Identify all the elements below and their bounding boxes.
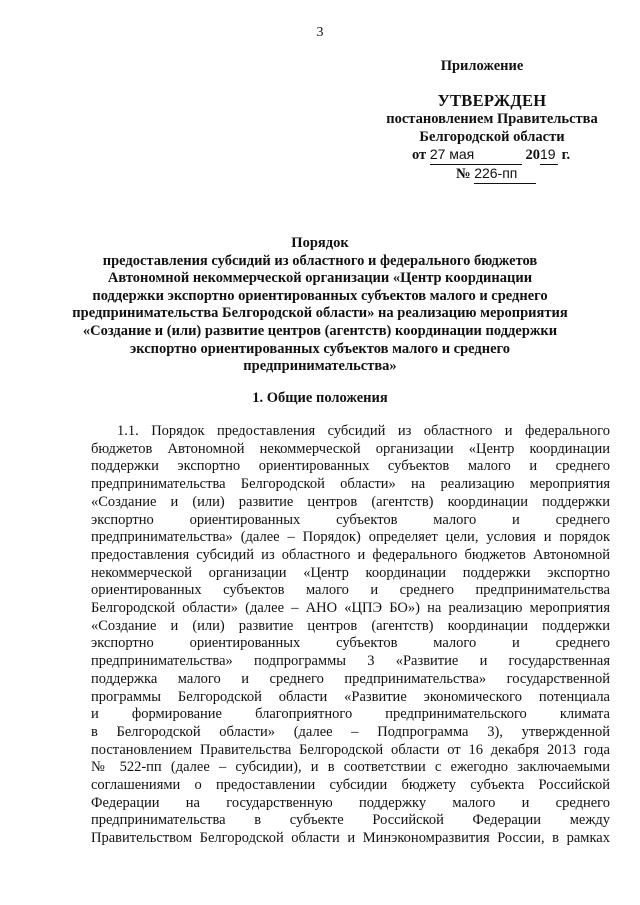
- body-line: бюджетов Автономной некоммерческой организации «Центр координации: [91, 440, 610, 457]
- date-suffix: г.: [561, 147, 571, 164]
- body-line: экспортно ориентированных субъектов малого и среднего: [91, 511, 610, 528]
- number-value: 226-пп: [474, 165, 536, 184]
- body-line: № 522-пп (далее – субсидии), и в соответствии с ежегодно заключаемыми: [91, 759, 610, 776]
- title-line: Порядок: [291, 235, 349, 251]
- approved-label: УТВЕРЖДЕН: [437, 90, 547, 110]
- body-line: и формирование благоприятного предпринимательского климата: [91, 706, 610, 723]
- body-line: Федерации на государственную поддержку малого и среднего: [91, 794, 610, 811]
- body-line: предпринимательства» подпрограммы 3 «Развитие и государственная: [91, 653, 610, 670]
- title-line: предпринимательства»: [243, 358, 397, 375]
- section-heading: 1. Общие положения: [252, 390, 388, 406]
- body-line: программы Белгородской области «Развитие экономического потенциала: [91, 688, 610, 705]
- title-line: предоставления субсидий из областного и федерального бюджетов: [102, 252, 538, 269]
- page-number: 3: [316, 25, 324, 40]
- body-line: Правительством Белгородской области и Минэкономразвития России, в рамках: [91, 830, 610, 847]
- body-line: ориентированных субъектов малого и среднего предпринимательства: [91, 582, 610, 599]
- body-line: «Создание и (или) развитие центров (агентств) координации поддержки: [91, 617, 610, 634]
- body-line: в Белгородской области» (далее – Подпрограмма 3), утвержденной: [91, 723, 610, 740]
- title-line: экспортно ориентированных субъектов малого и среднего: [129, 340, 511, 357]
- date-day-month: 27 мая: [430, 146, 522, 165]
- date-year-prefix: 20: [525, 147, 540, 164]
- body-line: предпринимательства в субъекте Российской Федерации между: [91, 812, 610, 829]
- body-line: Белгородской области» (далее – АНО «ЦПЭ БО») на реализацию мероприятия: [91, 600, 610, 617]
- body-line: поддержка малого и среднего предпринимательства» государственной: [91, 670, 610, 687]
- title-line: поддержки экспортно ориентированных субъектов малого и среднего: [92, 287, 548, 304]
- approval-number: [372, 165, 612, 184]
- approval-date: [372, 146, 612, 165]
- body-text: [91, 423, 610, 848]
- title-line: Автономной некоммерческой организации «Центр координации: [107, 270, 533, 287]
- body-line: предпринимательства Белгородской области» на реализацию мероприятия: [91, 476, 610, 493]
- body-line: экспортно ориентированных субъектов малого и среднего: [91, 635, 610, 652]
- body-line: некоммерческой организации «Центр координации поддержки экспортно: [91, 564, 610, 581]
- approval-block: [372, 58, 612, 184]
- date-prefix: от: [412, 147, 427, 164]
- body-line: 1.1. Порядок предоставления субсидий из областного и федерального: [117, 423, 610, 439]
- body-line: предпринимательства» (далее – Порядок) определяет цели, условия и порядок: [91, 529, 610, 546]
- number-prefix: №: [456, 165, 471, 182]
- approval-line-2: Белгородской области: [419, 128, 565, 145]
- body-line: постановлением Правительства Белгородской области от 16 декабря 2013 года: [91, 741, 610, 758]
- body-line: «Создание и (или) развитие центров (агентств) координации поддержки: [91, 493, 610, 510]
- body-line: поддержки экспортно ориентированных субъектов малого и среднего: [91, 458, 610, 475]
- title-line: предпринимательства Белгородской области» на реализацию мероприятия: [72, 305, 568, 322]
- document-title: [40, 235, 600, 376]
- approval-line-1: постановлением Правительства: [386, 111, 598, 128]
- title-line: «Создание и (или) развитие центров (агентств) координации поддержки: [82, 322, 558, 339]
- appendix-label: Приложение: [440, 58, 524, 74]
- body-line: предоставления субсидий из областного и федерального бюджетов Автономной: [91, 546, 610, 563]
- body-line: соглашениями о предоставлении субсидии бюджету субъекта Российской: [91, 777, 610, 794]
- date-year-suffix: 19: [540, 146, 558, 165]
